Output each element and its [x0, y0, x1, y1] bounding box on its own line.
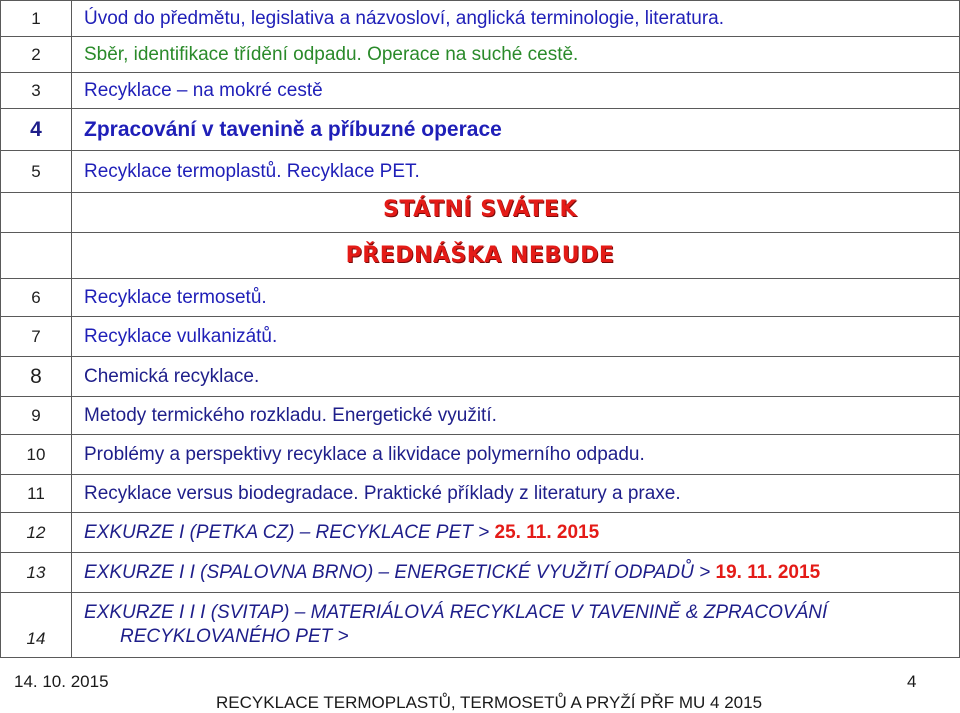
row-topic: Chemická recyklace. — [72, 357, 960, 397]
excursion-text: EXKURZE I (PETKA CZ) – RECYKLACE PET > — [84, 521, 495, 543]
excursion-text-line2: RECYKLOVANÉHO PET > — [120, 626, 349, 647]
row-number: 5 — [1, 151, 72, 193]
table-row — [1, 435, 960, 475]
row-topic: Zpracování v tavenině a příbuzné operace — [72, 109, 960, 151]
row-topic: Recyklace versus biodegradace. Praktické příklady z literatury a praxe. — [72, 475, 960, 513]
row-number: 10 — [1, 435, 72, 475]
row-number: 1 — [1, 1, 72, 37]
excursion-date: 19. 11. 2015 — [715, 561, 821, 583]
row-number: 8 — [1, 357, 72, 397]
footer-date: 14. 10. 2015 — [14, 672, 109, 691]
table-row — [1, 513, 960, 553]
page-number: 4 — [907, 672, 917, 691]
footer-title: RECYKLACE TERMOPLASTŮ, TERMOSETŮ A PRYŽÍ PŘF MU 4 2015 — [216, 693, 763, 712]
row-number: 6 — [1, 279, 72, 317]
table-row — [1, 37, 960, 73]
excursion-text: EXKURZE I I (SPALOVNA BRNO) – ENERGETICKÉ VYUŽITÍ ODPADŮ > — [84, 561, 716, 583]
row-topic: Úvod do předmětu, legislativa a názvosloví, anglická terminologie, literatura. — [72, 1, 960, 37]
row-number: 2 — [1, 37, 72, 73]
table-row — [1, 553, 960, 593]
row-topic — [72, 593, 960, 658]
row-number: 4 — [1, 109, 72, 151]
table-row — [1, 279, 960, 317]
row-topic: Recyklace vulkanizátů. — [72, 317, 960, 357]
row-number: 7 — [1, 317, 72, 357]
table-row — [1, 475, 960, 513]
row-topic: Sběr, identifikace třídění odpadu. Operace na suché cestě. — [72, 37, 960, 73]
table-row — [1, 73, 960, 109]
table-row — [1, 593, 960, 658]
row-topic: Problémy a perspektivy recyklace a likvidace polymerního odpadu. — [72, 435, 960, 475]
table-row — [1, 109, 960, 151]
row-number: 9 — [1, 397, 72, 435]
row-topic — [72, 513, 960, 553]
table-row — [1, 1, 960, 37]
table-row — [1, 151, 960, 193]
row-topic: Recyklace termosetů. — [72, 279, 960, 317]
row-topic: Recyklace termoplastů. Recyklace PET. — [72, 151, 960, 193]
row-number: 12 — [1, 513, 72, 553]
row-topic: Metody termického rozkladu. Energetické využití. — [72, 397, 960, 435]
excursion-date: 25. 11. 2015 — [494, 521, 600, 543]
row-number: 11 — [1, 475, 72, 513]
row-number: 14 — [1, 593, 72, 658]
table-row — [1, 357, 960, 397]
holiday-notice: STÁTNÍ SVÁTEK — [382, 197, 577, 222]
row-topic — [72, 553, 960, 593]
row-number: 13 — [1, 553, 72, 593]
excursion-text-line1: EXKURZE I I I (SVITAP) – MATERIÁLOVÁ RECYKLACE V TAVENINĚ & ZPRACOVÁNÍ — [84, 602, 828, 623]
row-topic: Recyklace – na mokré cestě — [72, 73, 960, 109]
no-lecture-notice: PŘEDNÁŠKA NEBUDE — [345, 243, 615, 268]
row-number: 3 — [1, 73, 72, 109]
table-row — [1, 317, 960, 357]
table-row — [1, 397, 960, 435]
